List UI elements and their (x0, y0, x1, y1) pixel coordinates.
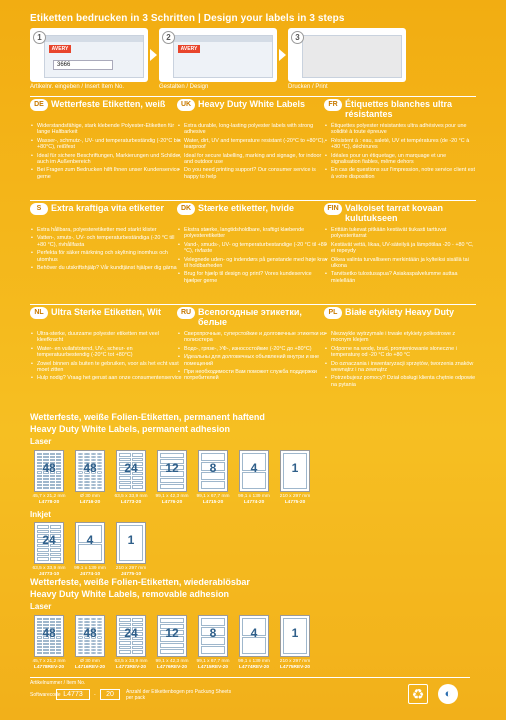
label-sheet-thumbnail (34, 522, 64, 564)
label-sheet-product (30, 450, 68, 505)
bullet: • Ultra-sterke, duurzame polyester etiketten met veel kleefkracht (30, 331, 182, 344)
label-dimensions: 99,1 x 67,7 mm (196, 659, 230, 664)
label-sheet-product (30, 615, 68, 670)
labels-per-sheet: 48 (42, 461, 56, 475)
section-fin (324, 200, 476, 302)
bullet: • En cas de questions sur l'impression, notre service client est à votre disposition (324, 167, 476, 180)
label-sheet-product (30, 522, 68, 577)
label-dimensions: 210 x 297 mm (279, 659, 311, 664)
bullet: • Водо-, грязе-, УФ-, износостойкие (-20°C до +80°C) (177, 346, 329, 352)
avery-logo: AVERY (49, 45, 71, 53)
label-sheet-thumbnail (75, 615, 105, 657)
item-number-label: Artikelnummer / Item No. (30, 680, 86, 686)
label-sheet-thumbnail (239, 450, 269, 492)
bullet: • Brug for hjælp til design og print? Vores kundeservice hjælper gerne (177, 271, 329, 284)
section-fr (324, 96, 476, 198)
bullet: • Extra hållbara, polyesteretiketter med starkt klister (30, 227, 182, 233)
labels-per-sheet: 48 (83, 626, 97, 640)
bullet: • Odporne na wodę, brud, promieniowanie słoneczne i temperaturę od -20 °C do +80 °C (324, 346, 476, 359)
product-code: L4773-20 (120, 499, 142, 505)
label-dimensions: 99,1 x 139 mm (74, 566, 106, 571)
software-code-label: Softwarecode (30, 692, 61, 698)
bullet: • Идеальны для долговечных объявлений внутри и вне помещений (177, 354, 329, 367)
product-code: L4774REV-20 (238, 664, 270, 670)
product-code: J4775-10 (120, 571, 142, 577)
language-badge: FR (324, 99, 342, 111)
laser-label: Laser (30, 437, 52, 446)
labels-per-sheet: 8 (209, 461, 217, 475)
label-dimensions: 99,1 x 139 mm (238, 659, 270, 664)
step-1-label: Artikelnr. eingeben / Insert Item No. (30, 84, 125, 90)
step-1-card (30, 28, 148, 82)
bullet: • Do you need printing support? Our consumer service is happy to help (177, 167, 329, 180)
bullet: • Perfekta för säker märkning och skyltning inomhus och utomhus (30, 250, 182, 263)
bullet: • Bei Fragen zum Bedrucken hilft Ihnen unser Kundenservice gerne (30, 167, 182, 180)
labels-per-sheet: 12 (165, 626, 179, 640)
label-sheet-thumbnail (75, 522, 105, 564)
label-dimensions: Ø 30 mm (80, 494, 100, 499)
bullet: • Ideal for secure labelling, marking and signage, for indoor and outdoor use (177, 153, 329, 166)
label-dimensions: 99,1 x 42,3 mm (155, 659, 189, 664)
product-code: L4716-20 (79, 499, 101, 505)
bullet: • Résistent à : eau, saleté, UV et températures (de -20 °C à +80 °C), déchirures (324, 138, 476, 151)
label-dimensions: 45,7 x 21,2 mm (32, 494, 66, 499)
section-title: Всепогодные этикетки, белые (198, 307, 302, 327)
product-code: L4775-20 (284, 499, 306, 505)
product-code: L4776REV-20 (156, 664, 188, 670)
language-badge: UK (177, 99, 195, 111)
step-number: 2 (162, 31, 175, 44)
eco-globe-icon: ◐ (438, 684, 458, 704)
bullet: • Ideal für sichere Beschriftungen, Markierungen und Schilder, auch im Außenbereich (30, 153, 182, 166)
label-sheet-product (276, 615, 314, 670)
bullet: • Potrzebujesz pomocy? Dział obsługi klienta chętnie odpowie na pytania (324, 375, 476, 388)
product-code: L4715REV-20 (197, 664, 229, 670)
label-sheet-product (235, 450, 273, 505)
language-badge: PL (324, 307, 342, 319)
step-2-label: Gestalten / Design (159, 84, 209, 90)
language-badge: S (30, 203, 48, 215)
section-title: Ultra Sterke Etiketten, Wit (51, 307, 161, 317)
bullet: • Behöver du utskriftshjälp? Vår kundtjänst hjälper dig gärna (30, 265, 182, 271)
labels-per-sheet: 1 (127, 533, 135, 547)
section-title: Stærke etiketter, hvide (198, 203, 295, 213)
bullet: • При необходимости Вам поможет служба поддержки потребителей (177, 369, 329, 382)
section-title: Heavy Duty White Labels (198, 99, 306, 109)
bullet: • Kestävät vettä, likaa, UV-säteilyä ja lämpötilaa -20 - +80 °C, ei repeydy (324, 242, 476, 255)
label-sheet-thumbnail (34, 450, 64, 492)
label-sheet-thumbnail (198, 450, 228, 492)
label-sheet-product (276, 450, 314, 505)
label-sheet-product (194, 615, 232, 670)
bullet: • Water, dirt, UV and temperature resistant (-20°C to +80°C), tearproof (177, 138, 329, 151)
section-de (30, 96, 182, 198)
labels-per-sheet: 4 (250, 626, 258, 640)
bullet: • Widerstandsfähige, stark klebende Polyester-Etiketten für lange Haltbarkeit (30, 123, 182, 136)
label-dimensions: 45,7 x 21,2 mm (32, 659, 66, 664)
label-sheet-thumbnail (116, 450, 146, 492)
labels-per-sheet: 1 (291, 626, 299, 640)
laser-label-removable: Laser (30, 602, 52, 611)
label-sheet-product (235, 615, 273, 670)
sheets-box: 20 (100, 689, 120, 700)
label-sheet-product (153, 615, 191, 670)
steps-title: Etiketten bedrucken in 3 Schritten | Design your labels in 3 steps (30, 13, 345, 24)
step-2-card (159, 28, 277, 82)
product-code: J4774-10 (79, 571, 101, 577)
bullet: • Do oznaczania i inwentaryzacji sprzętów, tworzenia znaków wewnątrz i na zewnątrz (324, 361, 476, 374)
label-dimensions: 99,1 x 139 mm (238, 494, 270, 499)
label-dimensions: 99,1 x 42,3 mm (155, 494, 189, 499)
sheets-label: Anzahl der Etikettenbogen pro Packung Sheets per pack (126, 689, 232, 701)
label-sheet-thumbnail (198, 615, 228, 657)
section-s (30, 200, 182, 302)
product-code: J4773-10 (38, 571, 60, 577)
bullet: • Zowel binnen als buiten te gebruiken, voor als het echt vast moet zitten (30, 361, 182, 374)
label-sheet-product (194, 450, 232, 505)
label-sheet-product (71, 450, 109, 505)
bullet: • Étiquettes polyester résistantes ultra adhésives pour une solidité à toute épreuve (324, 123, 476, 136)
section-dk (177, 200, 329, 302)
label-sheet-thumbnail (75, 450, 105, 492)
bullet: • Wasser-, schmutz-, UV- und temperaturbeständig (-20°C bis +80°C), reißfest (30, 138, 182, 151)
labels-per-sheet: 12 (165, 461, 179, 475)
section-title: Białe etykiety Heavy Duty (345, 307, 455, 317)
section-ru (177, 304, 329, 406)
bullet: • Ekstra stærke, langtidsholdbare, kraftigt klæbende polyesteretiketter (177, 227, 329, 240)
label-sheet-product (153, 450, 191, 505)
chevron-right-icon (279, 49, 286, 61)
step-number: 3 (291, 31, 304, 44)
product-code: L4716REV-20 (74, 664, 106, 670)
labels-per-sheet: 4 (250, 461, 258, 475)
section-title: Étiquettes blanches ultra résistantes (345, 99, 453, 119)
section-title: Extra kraftiga vita etiketter (51, 203, 165, 213)
step-2-screen (173, 35, 273, 78)
label-dimensions: 63,5 x 33,9 mm (114, 659, 148, 664)
labels-per-sheet: 1 (291, 461, 299, 475)
label-sheet-thumbnail (34, 615, 64, 657)
bullet: • Oikea valinta turvalliseen merkintään ja kylteiksi sisällä tai ulkona (324, 257, 476, 270)
label-sheet-product (112, 615, 150, 670)
section-pl (324, 304, 476, 406)
label-sheet-thumbnail (157, 450, 187, 492)
permanent-title-de: Wetterfeste, weiße Folien-Etiketten, permanent haftend (30, 412, 265, 422)
bullet: • Water- en vuilafstotend, UV-, scheur- en temperatuurbestendig (-20°C tot +80°C) (30, 346, 182, 359)
removable-title-en: Heavy Duty White Labels, removable adhesion (30, 589, 230, 599)
recycle-icon: ♻ (408, 684, 428, 704)
bullet: • Erittäin tukevat pitkään kestävät tiukasti tarttuvat polyesteritarrat (324, 227, 476, 240)
label-sheet-thumbnail (239, 615, 269, 657)
section-uk (177, 96, 329, 198)
section-title: Wetterfeste Etiketten, weiß (51, 99, 166, 109)
software-code-box: L4773 (56, 689, 90, 700)
section-nl (30, 304, 182, 406)
language-badge: FIN (324, 203, 342, 215)
bullet: • Vand-, smuds-, UV- og temperaturbestandige (-20 °C til +80 °C), rivfaste (177, 242, 329, 255)
permanent-title-en: Heavy Duty White Labels, permanent adhesion (30, 424, 231, 434)
label-sheet-thumbnail (157, 615, 187, 657)
product-code: L4773REV-20 (115, 664, 147, 670)
bullet: • Tarvitsetko tulostusapua? Asiakaspalvelumme auttaa mielellään (324, 271, 476, 284)
label-sheet-product (112, 450, 150, 505)
footer: Artikelnummer / Item No. Softwarecode L4773 - 20 Anzahl der Etikettenbogen pro Packung Sheets per pack (30, 677, 470, 713)
labels-per-sheet: 24 (42, 533, 56, 547)
label-dimensions: 99,1 x 67,7 mm (196, 494, 230, 499)
avery-logo: AVERY (178, 45, 200, 53)
bullet: • Hulp nodig? Vraag het gerust aan onze consumentenservice (30, 375, 182, 381)
bullet: • Velegnede uden- og indendørs på genstande med høje krav til holdbarheden (177, 257, 329, 270)
product-code: L4715-20 (202, 499, 224, 505)
section-title: Valkoiset tarrat kovaan kulutukseen (345, 203, 444, 223)
labels-per-sheet: 48 (83, 461, 97, 475)
label-sheet-product (71, 522, 109, 577)
step-number: 1 (33, 31, 46, 44)
chevron-right-icon (150, 49, 157, 61)
label-dimensions: Ø 30 mm (80, 659, 100, 664)
step-1-screen (44, 35, 144, 78)
label-sheet-product (71, 615, 109, 670)
bullet: • Extra durable, long-lasting polyester labels with strong adhesive (177, 123, 329, 136)
labels-per-sheet: 24 (124, 461, 138, 475)
language-badge: NL (30, 307, 48, 319)
step-3-card (288, 28, 406, 82)
labels-per-sheet: 8 (209, 626, 217, 640)
product-code: L4776-20 (161, 499, 183, 505)
product-code: L4778-20 (38, 499, 60, 505)
bullet: • Сверхпрочные, суперстойкие и долговечные этикетки из полиэстера (177, 331, 329, 344)
item-number-field: 3666 (53, 60, 113, 70)
product-code: L4775REV-20 (279, 664, 311, 670)
label-dimensions: 63,5 x 33,9 mm (114, 494, 148, 499)
bullet: • Vatten-, smuts-, UV- och temperaturbeständiga (-20 °C till +80 °C), rivhållfasta (30, 235, 182, 248)
language-badge: DE (30, 99, 48, 111)
label-sheet-thumbnail (116, 522, 146, 564)
language-badge: DK (177, 203, 195, 215)
bullet: • Idéales pour un étiquetage, un marquage et une signalisation fiables, même dehors (324, 153, 476, 166)
label-dimensions: 63,5 x 33,9 mm (32, 566, 66, 571)
label-dimensions: 210 x 297 mm (115, 566, 147, 571)
label-sheet-thumbnail (280, 450, 310, 492)
labels-per-sheet: 24 (124, 626, 138, 640)
step-3-label: Drucken / Print (288, 84, 328, 90)
labels-per-sheet: 48 (42, 626, 56, 640)
label-sheet-thumbnail (280, 615, 310, 657)
label-sheet-thumbnail (116, 615, 146, 657)
removable-title-de: Wetterfeste, weiße Folien-Etiketten, wiederablösbar (30, 577, 250, 587)
inkjet-label: Inkjet (30, 510, 51, 519)
label-dimensions: 210 x 297 mm (279, 494, 311, 499)
label-sheet-product (112, 522, 150, 577)
bullet: • Niezwykle wytrzymałe i trwałe etykiety poliestrowe z mocnym klejem (324, 331, 476, 344)
language-badge: RU (177, 307, 195, 319)
printer-image (302, 35, 402, 78)
product-code: L4774-20 (243, 499, 265, 505)
labels-per-sheet: 4 (86, 533, 94, 547)
product-code: L4778REV-20 (33, 664, 65, 670)
